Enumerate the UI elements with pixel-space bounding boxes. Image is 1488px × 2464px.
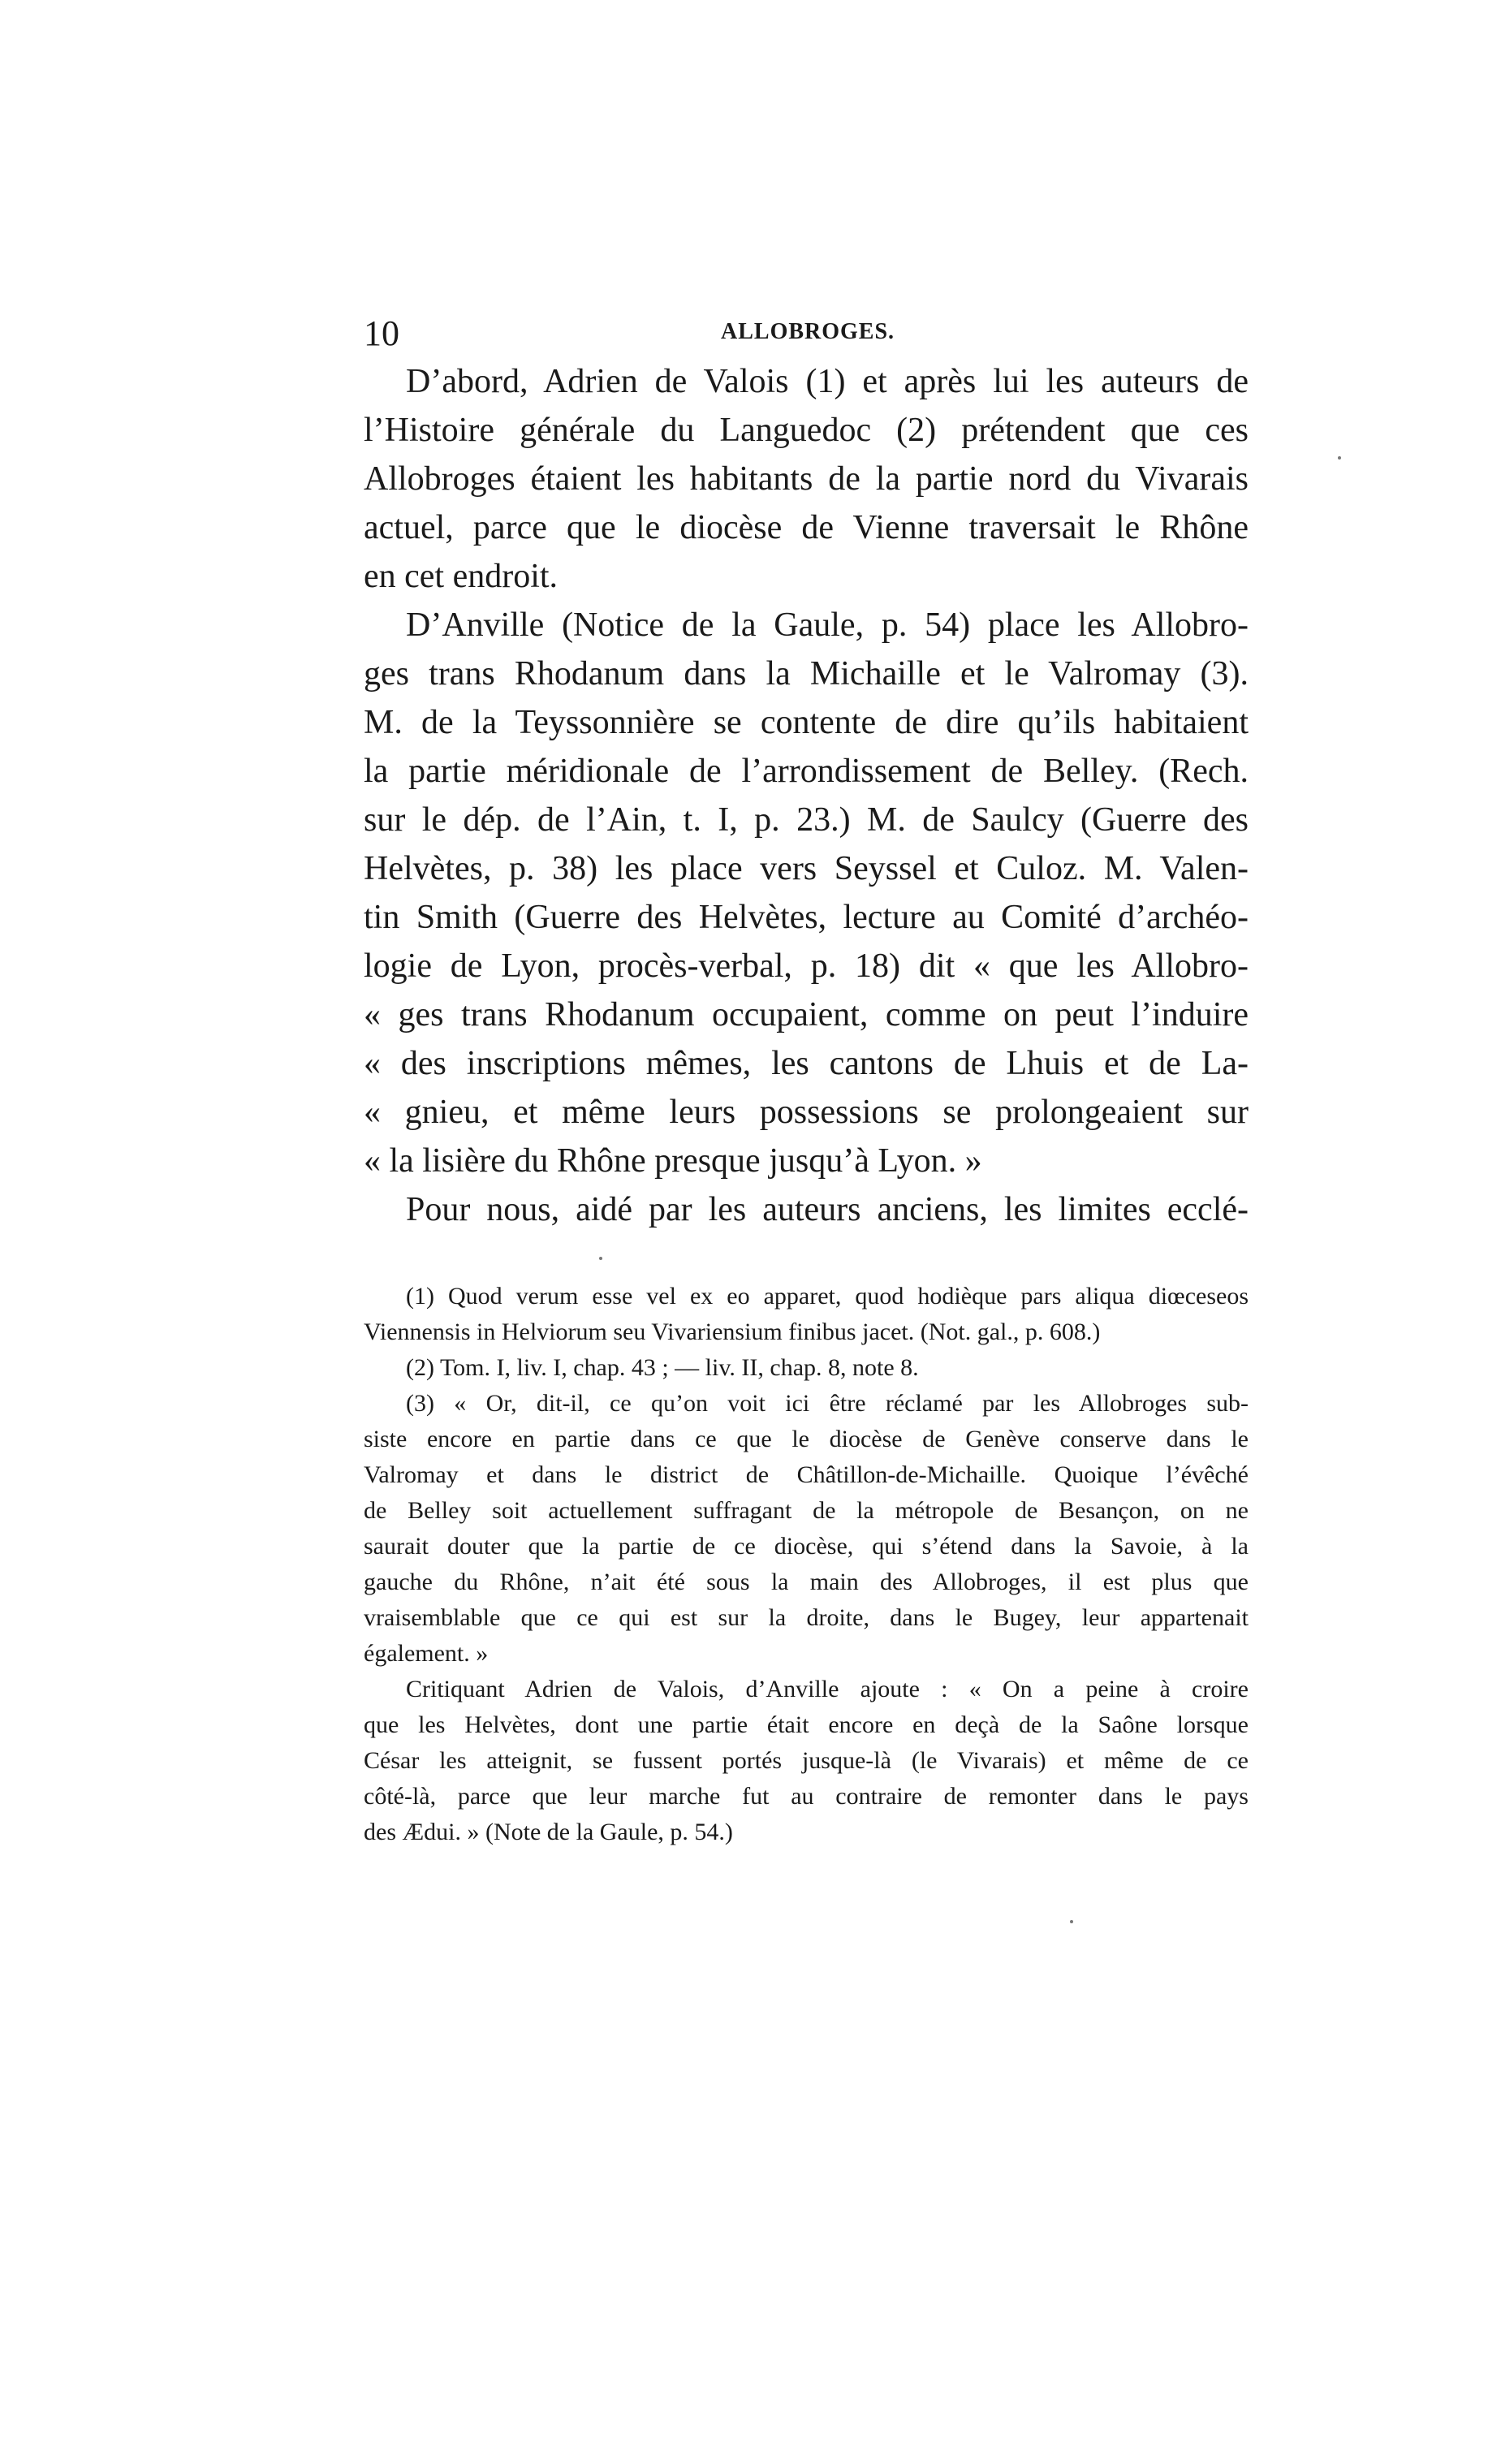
footnote-line: également. » <box>364 1640 489 1667</box>
body-line: D’Anville (Notice de la Gaule, p. 54) place les Allobro- <box>406 606 1249 644</box>
footnotes <box>364 1279 1249 1850</box>
body-line: Helvètes, p. 38) les place vers Seyssel et Culoz. M. Valen- <box>364 850 1249 887</box>
body-line: M. de la Teyssonnière se contente de dire qu’ils habitaient <box>364 704 1249 741</box>
body-line: la partie méridionale de l’arrondissement de Belley. (Rech. <box>364 753 1249 790</box>
body-line: tin Smith (Guerre des Helvètes, lecture au Comité d’archéo- <box>364 899 1249 936</box>
footnote-line: Viennensis in Helviorum seu Vivariensium finibus jacet. (Not. gal., p. 608.) <box>364 1318 1101 1345</box>
footnote-line: (2) Tom. I, liv. I, chap. 43 ; — liv. II, chap. 8, note 8. <box>406 1354 919 1381</box>
body-line: « ges trans Rhodanum occupaient, comme on peut l’induire <box>364 996 1249 1033</box>
footnote-line: Critiquant Adrien de Valois, d’Anville ajoute : « On a peine à croire <box>406 1676 1249 1702</box>
body-line: « la lisière du Rhône presque jusqu’à Lyon. » <box>364 1142 982 1180</box>
footnote-line: vraisemblable que ce qui est sur la droite, dans le Bugey, leur appartenait <box>364 1604 1249 1631</box>
footnote-line: (1) Quod verum esse vel ex eo apparet, quod hodièque pars aliqua diœceseos <box>406 1283 1249 1310</box>
footnote-line: que les Helvètes, dont une partie était encore en deçà de la Saône lorsque <box>364 1711 1249 1738</box>
footnote-line: César les atteignit, se fussent portés jusque-là (le Vivarais) et même de ce <box>364 1747 1249 1774</box>
footnote-line: gauche du Rhône, n’ait été sous la main des Allobroges, il est plus que <box>364 1569 1249 1595</box>
footnote-line: côté-là, parce que leur marche fut au contraire de remonter dans le pays <box>364 1783 1249 1810</box>
footnote-line: siste encore en partie dans ce que le diocèse de Genève conserve dans le <box>364 1426 1249 1452</box>
body-text <box>364 357 1249 1234</box>
paper-speck <box>599 1257 602 1260</box>
body-line: Pour nous, aidé par les auteurs anciens, les limites ecclé- <box>406 1191 1249 1228</box>
footnote-line: saurait douter que la partie de ce diocèse, qui s’étend dans la Savoie, à la <box>364 1533 1249 1560</box>
paper-speck <box>1070 1920 1073 1923</box>
body-line: actuel, parce que le diocèse de Vienne traversait le Rhône <box>364 509 1249 546</box>
body-line: ges trans Rhodanum dans la Michaille et le Valromay (3). <box>364 655 1249 693</box>
body-line: « gnieu, et même leurs possessions se prolongeaient sur <box>364 1094 1249 1131</box>
body-line: D’abord, Adrien de Valois (1) et après lui les auteurs de <box>406 363 1249 400</box>
body-line: en cet endroit. <box>364 558 559 595</box>
footnote-line: de Belley soit actuellement suffragant de la métropole de Besançon, on ne <box>364 1497 1249 1524</box>
paper-speck <box>1338 456 1341 460</box>
body-line: « des inscriptions mêmes, les cantons de Lhuis et de La- <box>364 1045 1249 1082</box>
footnote-line: (3) « Or, dit-il, ce qu’on voit ici être réclamé par les Allobroges sub- <box>406 1390 1249 1417</box>
footnote-line: des Ædui. » (Note de la Gaule, p. 54.) <box>364 1819 733 1845</box>
body-line: logie de Lyon, procès-verbal, p. 18) dit « que les Allobro- <box>364 947 1249 985</box>
body-line: sur le dép. de l’Ain, t. I, p. 23.) M. de Saulcy (Guerre des <box>364 801 1249 839</box>
body-line: Allobroges étaient les habitants de la partie nord du Vivarais <box>364 460 1249 498</box>
footnote-line: Valromay et dans le district de Châtillon-de-Michaille. Quoique l’évêché <box>364 1461 1249 1488</box>
running-head <box>364 313 1257 353</box>
running-title: ALLOBROGES. <box>721 319 895 344</box>
body-line: l’Histoire générale du Languedoc (2) prétendent que ces <box>364 412 1249 449</box>
page-number: 10 <box>364 313 399 353</box>
